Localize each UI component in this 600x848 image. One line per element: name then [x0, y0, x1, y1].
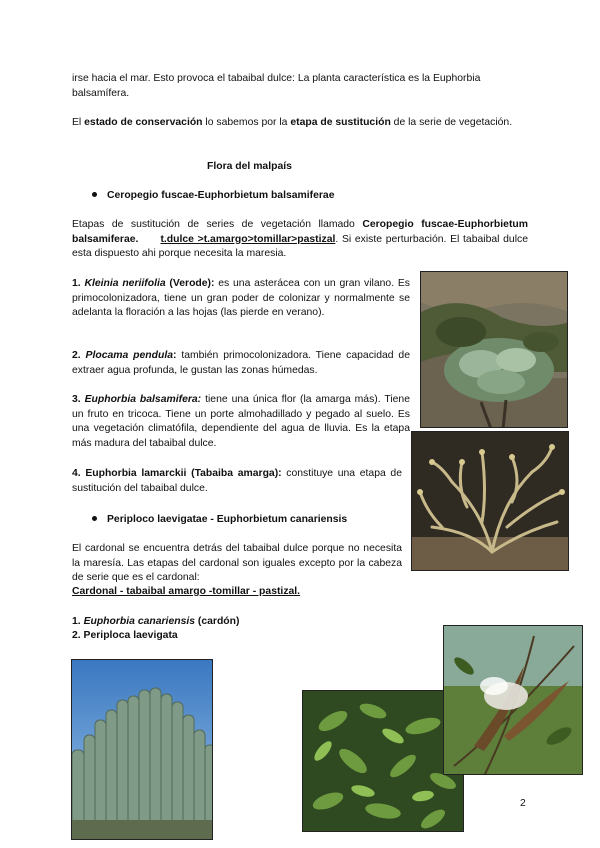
page-number: 2: [520, 798, 526, 809]
periploca-leaves-photo-art: [303, 691, 464, 832]
list-item-2: 2. Periploca laevigata: [72, 630, 178, 641]
cardon-photo-art: [72, 660, 213, 840]
conservation-paragraph: El estado de conservación lo sabemos por la etapa de sustitución de la serie de vegetación.: [72, 117, 513, 128]
tabaiba-amarga-photo: [411, 431, 569, 571]
list-item-1: 1. Euphorbia canariensis (cardón): [72, 616, 240, 627]
plant-3-paragraph: 3. Euphorbia balsamifera: tiene una única flor (la amarga más). Tiene un fruto en tricoca. Tiene un porte almohadillado y pegado al suelo. Es una vegetación climatófila, dependiente del agua de lluvia. Es la etapa más madura del tabaibal dulce.: [72, 394, 410, 449]
bullet-item-1: Ceropegio fuscae-Euphorbietum balsamiferae: [92, 189, 335, 204]
plant-4-paragraph: 4. Euphorbia lamarckii (Tabaiba amarga): constituye una etapa de sustitución del tabaibal dulce.: [72, 468, 402, 494]
section-heading: Flora del malpaís: [207, 161, 292, 172]
cardonal-paragraph: El cardonal se encuentra detrás del tabaibal dulce porque no necesita la maresía. Las etapas del cardonal son iguales excepto por la cabeza de serie que es el cardonal:: [72, 543, 402, 583]
periploca-leaves-photo: [302, 690, 464, 832]
periploca-pods-photo-art: [444, 626, 583, 775]
verode-photo-art: [421, 272, 568, 428]
plant-1-paragraph: 1. Kleinia neriifolia (Verode): es una asterácea con un gran vilano. Es primocolonizadora, tiene un gran poder de colonizar y normalmente se adelanta la floración a las hojas (las pierde en verano).: [72, 278, 411, 318]
bullet-item-2: Periploco laevigatae - Euphorbietum canariensis: [92, 513, 347, 528]
periploca-pods-photo: [443, 625, 583, 775]
plant-2-paragraph: 2. Plocama pendula: también primocolonizadora. Tiene capacidad de extraer agua profunda, le gustan las zonas húmedas.: [72, 350, 410, 376]
cardonal-series: Cardonal - tabaibal amargo -tomillar - pastizal.: [72, 586, 301, 597]
intro-line-2: balsamífera.: [72, 88, 130, 99]
bullet-icon: [92, 516, 97, 521]
cardon-photo: [71, 659, 213, 840]
intro-line-1: irse hacia el mar. Esto provoca el tabaibal dulce: La planta característica es la Euphorbia: [72, 73, 481, 84]
bullet-icon: [92, 192, 97, 197]
tabaiba-amarga-photo-art: [412, 432, 569, 571]
verode-photo: [420, 271, 568, 428]
stages-paragraph: Etapas de sustitución de series de vegetación llamado Ceropegio fuscae-Euphorbietum balsamiferae. t.dulce >t.amargo>tomillar>pastizal. Si existe perturbación. El tabaibal dulce esta dispuesto ahi porque necesita la maresia.: [72, 219, 528, 259]
